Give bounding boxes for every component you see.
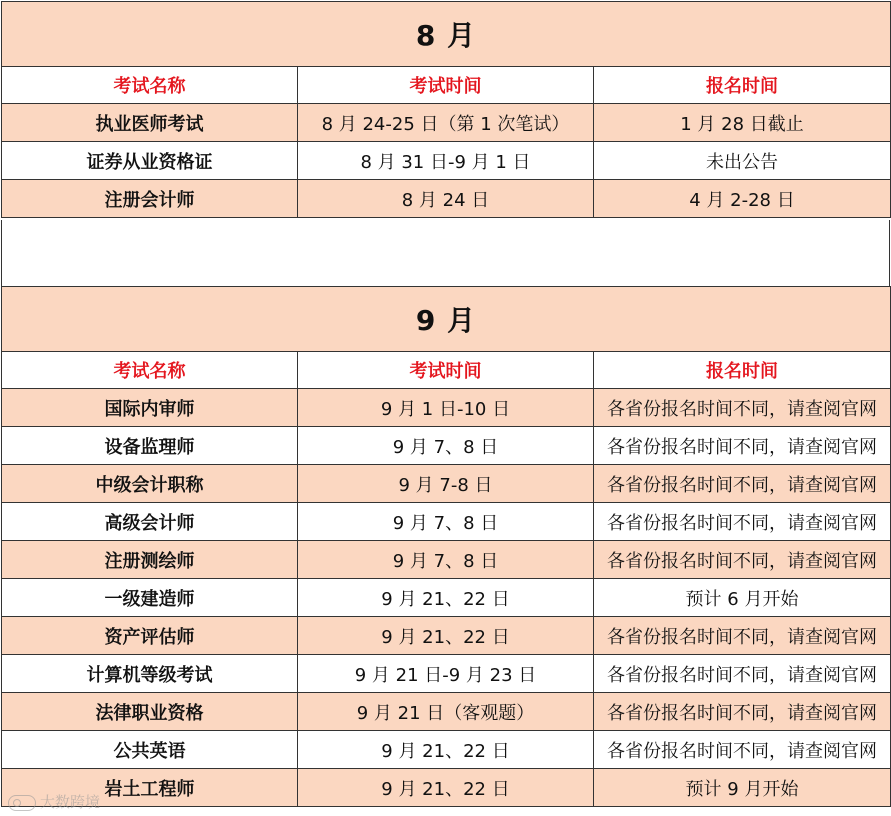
exam-name-cell: 高级会计师	[2, 503, 298, 541]
header-row	[2, 67, 891, 104]
watermark-text: 大数跨境	[40, 793, 101, 811]
registration-time-cell: 各省份报名时间不同，请查阅官网	[594, 427, 891, 465]
table-row	[2, 180, 891, 218]
exam-time-cell: 9 月 7、8 日	[298, 503, 594, 541]
exam-time-cell: 9 月 1 日-10 日	[298, 389, 594, 427]
column-header-exam-name: 考试名称	[2, 67, 298, 104]
exam-name-cell: 设备监理师	[2, 427, 298, 465]
column-header-exam-time: 考试时间	[298, 67, 594, 104]
month-title: 8 月	[2, 2, 891, 67]
exam-name-cell: 公共英语	[2, 731, 298, 769]
table-row	[2, 427, 891, 465]
exam-name-cell: 中级会计职称	[2, 465, 298, 503]
exam-name-cell: 注册会计师	[2, 180, 298, 218]
month-title-row	[2, 2, 891, 67]
registration-time-cell: 各省份报名时间不同，请查阅官网	[594, 731, 891, 769]
registration-time-cell: 各省份报名时间不同，请查阅官网	[594, 465, 891, 503]
exam-time-cell: 9 月 7-8 日	[298, 465, 594, 503]
column-header-registration-time: 报名时间	[594, 352, 891, 389]
table-row	[2, 104, 891, 142]
exam-time-cell: 9 月 21、22 日	[298, 769, 594, 807]
exam-time-cell: 9 月 21、22 日	[298, 579, 594, 617]
september-rows	[2, 389, 891, 807]
registration-time-cell: 各省份报名时间不同，请查阅官网	[594, 389, 891, 427]
august-table	[1, 1, 891, 218]
table-row	[2, 579, 891, 617]
registration-time-cell: 未出公告	[594, 142, 891, 180]
table-row	[2, 142, 891, 180]
september-table	[1, 286, 891, 807]
registration-time-cell: 各省份报名时间不同，请查阅官网	[594, 655, 891, 693]
exam-time-cell: 9 月 21 日-9 月 23 日	[298, 655, 594, 693]
exam-name-cell: 国际内审师	[2, 389, 298, 427]
table-row	[2, 465, 891, 503]
exam-time-cell: 8 月 24-25 日（第 1 次笔试）	[298, 104, 594, 142]
registration-time-cell: 各省份报名时间不同，请查阅官网	[594, 503, 891, 541]
exam-time-cell: 9 月 21 日（客观题）	[298, 693, 594, 731]
registration-time-cell: 预计 6 月开始	[594, 579, 891, 617]
table-row	[2, 693, 891, 731]
registration-time-cell: 各省份报名时间不同，请查阅官网	[594, 693, 891, 731]
column-header-exam-time: 考试时间	[298, 352, 594, 389]
month-title: 9 月	[2, 287, 891, 352]
registration-time-cell: 各省份报名时间不同，请查阅官网	[594, 541, 891, 579]
registration-time-cell: 1 月 28 日截止	[594, 104, 891, 142]
exam-name-cell: 岩土工程师	[2, 769, 298, 807]
exam-time-cell: 9 月 7、8 日	[298, 541, 594, 579]
exam-name-cell: 执业医师考试	[2, 104, 298, 142]
exam-name-cell: 证券从业资格证	[2, 142, 298, 180]
table-row	[2, 617, 891, 655]
table-row	[2, 541, 891, 579]
month-title-row	[2, 287, 891, 352]
column-header-exam-name: 考试名称	[2, 352, 298, 389]
exam-time-cell: 9 月 21、22 日	[298, 731, 594, 769]
table-row	[2, 389, 891, 427]
table-row	[2, 731, 891, 769]
table-row	[2, 655, 891, 693]
exam-name-cell: 资产评估师	[2, 617, 298, 655]
exam-name-cell: 注册测绘师	[2, 541, 298, 579]
table-row	[2, 769, 891, 807]
table-row	[2, 503, 891, 541]
exam-time-cell: 8 月 31 日-9 月 1 日	[298, 142, 594, 180]
exam-time-cell: 9 月 7、8 日	[298, 427, 594, 465]
august-rows	[2, 104, 891, 218]
registration-time-cell: 4 月 2-28 日	[594, 180, 891, 218]
section-spacer	[1, 220, 890, 286]
exam-time-cell: 9 月 21、22 日	[298, 617, 594, 655]
exam-time-cell: 8 月 24 日	[298, 180, 594, 218]
registration-time-cell: 预计 9 月开始	[594, 769, 891, 807]
column-header-registration-time: 报名时间	[594, 67, 891, 104]
exam-name-cell: 一级建造师	[2, 579, 298, 617]
header-row	[2, 352, 891, 389]
exam-name-cell: 计算机等级考试	[2, 655, 298, 693]
exam-name-cell: 法律职业资格	[2, 693, 298, 731]
registration-time-cell: 各省份报名时间不同，请查阅官网	[594, 617, 891, 655]
